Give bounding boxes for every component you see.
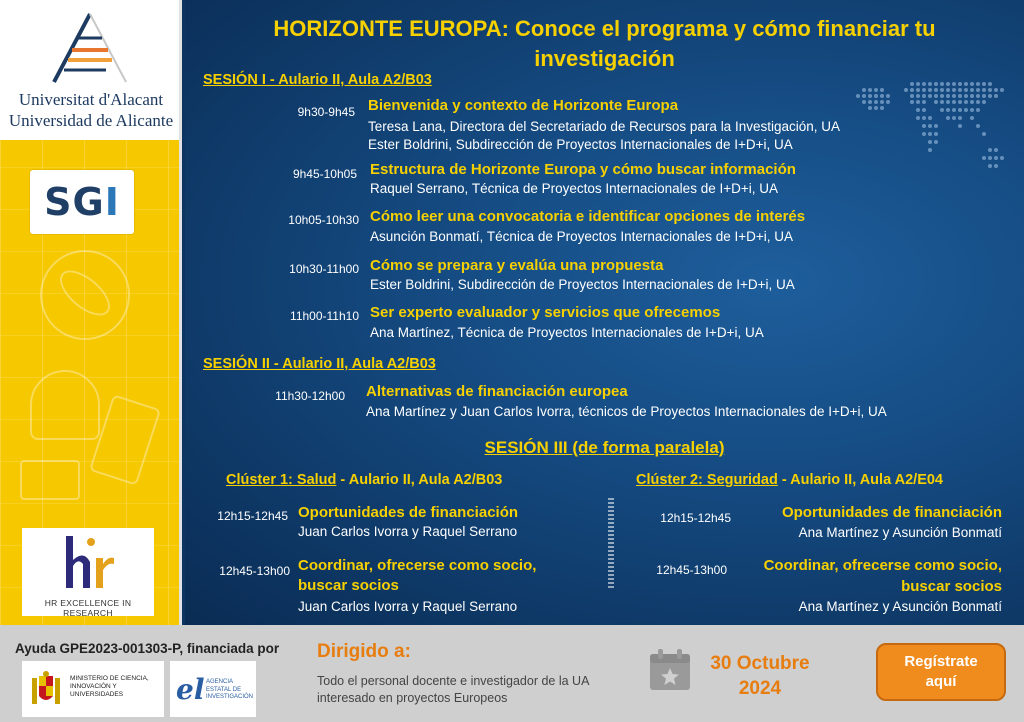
audience-description: Todo el personal docente e investigador de la UA interesado en proyectos Europeos bbox=[317, 674, 589, 705]
spain-shield-icon bbox=[30, 670, 62, 708]
audience-title: Dirigido a: bbox=[317, 641, 411, 662]
agenda-speaker: Ester Boldrini, Subdirección de Proyectos Internacionales de I+D+i, UA bbox=[370, 277, 795, 292]
agenda-speaker: Ana Martínez y Juan Carlos Ivorra, técnicos de Proyectos Internacionales de I+D+i, UA bbox=[366, 404, 887, 419]
agenda-topic: Oportunidades de financiación bbox=[298, 504, 519, 521]
agenda-time: 11h30-12h00 bbox=[275, 389, 345, 403]
agenda-speaker: Teresa Lana, Directora del Secretariado de Recursos para la Investigación, UA bbox=[368, 119, 840, 134]
session-1-header: SESIÓN I - Aulario II, Aula A2/B03 bbox=[203, 72, 432, 88]
chart-decoration-icon bbox=[20, 460, 80, 500]
agenda-time: 10h30-11h00 bbox=[289, 262, 359, 276]
cluster-divider bbox=[608, 496, 614, 588]
agenda-topic: Cómo se prepara y evalúa una propuesta bbox=[370, 257, 664, 274]
agenda-topic: Bienvenida y contexto de Horizonte Europa bbox=[368, 97, 679, 114]
university-name-spanish: Universidad de Alicante bbox=[8, 111, 174, 130]
session-2-header: SESIÓN II - Aulario II, Aula A2/B03 bbox=[203, 356, 436, 372]
agenda-topic: Oportunidades de financiación bbox=[781, 504, 1002, 521]
register-button[interactable] bbox=[876, 643, 1006, 701]
cluster-1-header: Clúster 1: Salud - Aulario II, Aula A2/B03 bbox=[226, 472, 503, 488]
agenda-topic: Alternativas de financiación europea bbox=[366, 383, 628, 400]
agenda-topic: buscar socios bbox=[901, 578, 1002, 595]
agenda-time: 12h45-13h00 bbox=[219, 564, 290, 578]
university-logo bbox=[0, 0, 182, 140]
aei-logo bbox=[170, 661, 256, 717]
agenda-speaker: Juan Carlos Ivorra y Raquel Serrano bbox=[298, 524, 518, 539]
world-map-icon bbox=[824, 70, 1024, 210]
agenda-speaker: Raquel Serrano, Técnica de Proyectos Internacionales de I+D+i, UA bbox=[370, 181, 778, 196]
agenda-topic: Estructura de Horizonte Europa y cómo buscar información bbox=[370, 161, 796, 178]
cluster-2-header: Clúster 2: Seguridad - Aulario II, Aula A2/E04 bbox=[636, 472, 943, 488]
ministerio-name: MINISTERIO DE CIENCIA, INNOVACIÓN Y UNIVERSIDADES bbox=[70, 675, 149, 698]
event-date-year: 2024 bbox=[738, 678, 782, 699]
ua-emblem-icon bbox=[50, 10, 130, 86]
hr-excellence-logo bbox=[22, 528, 154, 616]
footer-band bbox=[0, 625, 1024, 722]
program-panel bbox=[185, 0, 1024, 625]
agenda-time: 9h30-9h45 bbox=[297, 105, 355, 119]
register-button-label: aquí bbox=[925, 673, 957, 690]
agenda-time: 11h00-11h10 bbox=[290, 309, 359, 323]
sgi-logo-accent: I bbox=[104, 180, 120, 224]
agenda-topic: Coordinar, ofrecerse como socio, bbox=[763, 557, 1002, 574]
agenda-time: 12h15-12h45 bbox=[660, 511, 731, 525]
left-sidebar bbox=[0, 0, 182, 625]
register-button-label: Regístrate bbox=[904, 653, 978, 670]
hr-logo-mark bbox=[60, 532, 116, 592]
funding-text: Ayuda GPE2023-001303-P, financiada por bbox=[15, 641, 280, 656]
agenda-speaker: Juan Carlos Ivorra y Raquel Serrano bbox=[298, 599, 518, 614]
flask-decoration-icon bbox=[30, 370, 100, 440]
university-name-valencian: Universitat d'Alacant bbox=[18, 90, 164, 109]
agenda-time: 9h45-10h05 bbox=[292, 167, 357, 181]
session-3-header: SESIÓN III (de forma paralela) bbox=[484, 438, 725, 457]
calendar-icon bbox=[646, 646, 694, 694]
sgi-logo bbox=[30, 170, 134, 234]
hr-logo-caption: HR EXCELLENCE IN RESEARCH bbox=[44, 598, 132, 618]
agenda-speaker: Ana Martínez y Asunción Bonmatí bbox=[798, 525, 1002, 540]
aei-logo-mark: el bbox=[176, 673, 205, 706]
event-date bbox=[700, 651, 820, 701]
sgi-logo-text: SGI bbox=[44, 180, 120, 224]
agenda-topic: Cómo leer una convocatoria e identificar opciones de interés bbox=[370, 208, 806, 225]
event-title-line-2: investigación bbox=[534, 46, 675, 71]
agenda-speaker: Ana Martínez, Técnica de Proyectos Internacionales de I+D+i, UA bbox=[370, 325, 764, 340]
agenda-speaker: Ana Martínez y Asunción Bonmatí bbox=[798, 599, 1002, 614]
event-date-day: 30 Octubre bbox=[710, 653, 810, 674]
agenda-topic: Coordinar, ofrecerse como socio, bbox=[298, 557, 537, 574]
agenda-speaker: Ester Boldrini, Subdirección de Proyectos Internacionales de I+D+i, UA bbox=[368, 137, 793, 152]
agenda-time: 10h05-10h30 bbox=[288, 213, 359, 227]
agenda-topic: buscar socios bbox=[298, 577, 399, 594]
agenda-time: 12h45-13h00 bbox=[656, 563, 727, 577]
ministerio-logo bbox=[22, 661, 164, 717]
agenda-speaker: Asunción Bonmatí, Técnica de Proyectos Internacionales de I+D+i, UA bbox=[370, 229, 793, 244]
agenda-time: 12h15-12h45 bbox=[217, 509, 288, 523]
event-title-line-1: HORIZONTE EUROPA: Conoce el programa y cómo financiar tu bbox=[273, 16, 936, 41]
agenda-topic: Ser experto evaluador y servicios que ofrecemos bbox=[370, 304, 721, 321]
aei-name: AGENCIA ESTATAL DE INVESTIGACIÓN bbox=[206, 679, 254, 700]
